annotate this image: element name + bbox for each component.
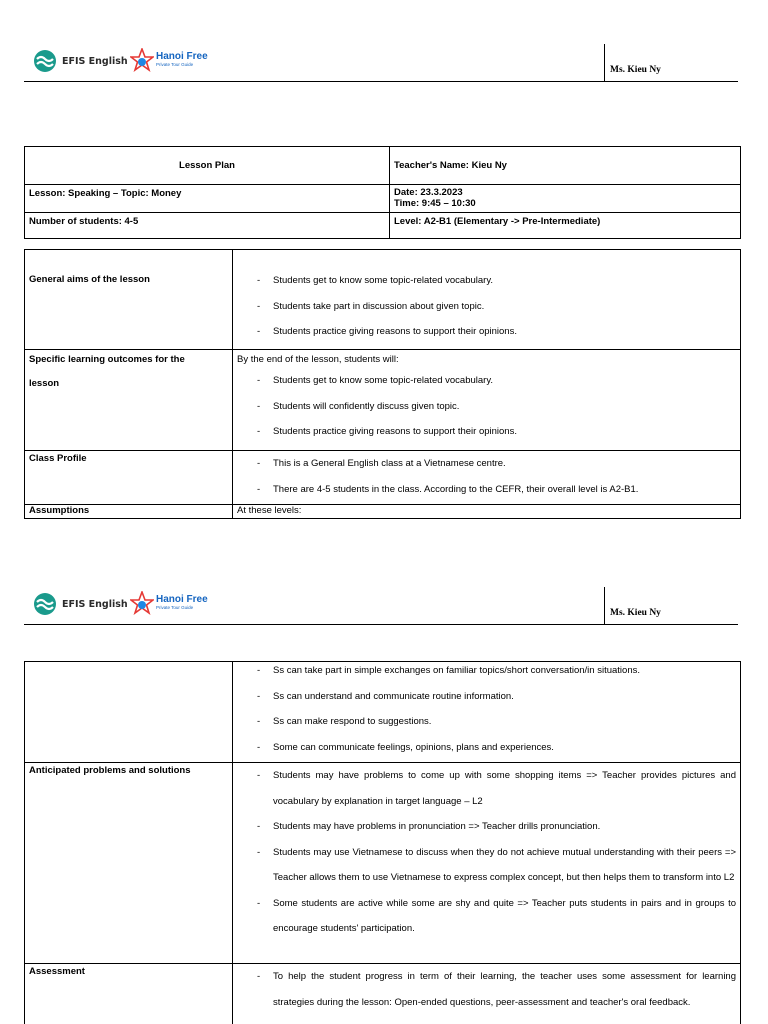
assumptions-cont-cell <box>233 662 741 763</box>
students-count-cell <box>25 213 390 239</box>
assessment-label: Assessment <box>29 966 85 977</box>
efis-logo <box>34 50 128 72</box>
students-count: Number of students: 4-5 <box>29 216 139 227</box>
assumptions-label-cell <box>25 505 233 519</box>
assumptions-intro: At these levels: <box>237 505 302 516</box>
class-profile-label: Class Profile <box>29 453 87 464</box>
lesson-plan-table-page1 <box>24 249 741 519</box>
efis-logo-text: EFIS English <box>62 598 128 610</box>
specific-outcomes-label-line2: lesson <box>29 378 60 389</box>
lesson-plan-title-cell <box>25 147 390 185</box>
general-aims-label-cell <box>25 250 233 350</box>
page-header <box>24 44 738 82</box>
star-icon <box>130 48 154 72</box>
level-cell <box>390 213 741 239</box>
list-item: - Students take part in discussion about given topic. <box>237 294 736 320</box>
list-item: - There are 4-5 students in the class. According to the CEFR, their overall level is A2-B1. <box>237 477 736 503</box>
hanoi-logo-sub: Private Tour Guide <box>156 605 194 611</box>
problems-label-cell <box>25 763 233 964</box>
efis-logo <box>34 593 128 615</box>
lesson-plan-table-page2 <box>24 661 741 1024</box>
list-item: - Students practice giving reasons to support their opinions. <box>237 419 736 445</box>
class-profile-cell <box>233 451 741 505</box>
teacher-name-cell <box>390 147 741 185</box>
lesson-topic: Lesson: Speaking – Topic: Money <box>29 188 182 199</box>
class-profile-label-cell <box>25 451 233 505</box>
list-item: - Students may have problems in pronunciation => Teacher drills pronunciation. <box>237 814 736 840</box>
teacher-name: Teacher's Name: Kieu Ny <box>394 160 507 171</box>
lesson-plan-title: Lesson Plan <box>179 160 235 171</box>
list-item: - Ss can take part in simple exchanges on familiar topics/short conversation/in situations. <box>237 658 736 684</box>
assumptions-cell <box>233 505 741 519</box>
assumptions-label: Assumptions <box>29 505 90 516</box>
assumptions-cont-label-cell <box>25 662 233 763</box>
general-aims-cell <box>233 250 741 350</box>
date-time-cell <box>390 185 741 213</box>
problems-label: Anticipated problems and solutions <box>29 765 191 776</box>
list-item: - Students get to know some topic-related vocabulary. <box>237 368 736 394</box>
list-item: - Students get to know some topic-related vocabulary. <box>237 268 736 294</box>
list-item: - Some can communicate feelings, opinions, plans and experiences. <box>237 735 736 761</box>
problems-cell <box>233 763 741 964</box>
hanoi-free-logo <box>130 591 208 615</box>
hanoi-logo-sub: Private Tour Guide <box>156 62 194 68</box>
lesson-level: Level: A2-B1 (Elementary -> Pre-Intermediate) <box>394 216 601 227</box>
specific-outcomes-label-line1 <box>29 352 228 368</box>
hanoi-logo-main: Hanoi Free <box>156 594 208 606</box>
list-item: - Ss can understand and communicate routine information. <box>237 684 736 710</box>
specific-outcomes-intro: By the end of the lesson, students will: <box>237 354 399 365</box>
hanoi-free-logo <box>130 48 208 72</box>
specific-outcomes-label-cell <box>25 350 233 451</box>
list-item: - Students may have problems to come up with some shopping items => Teacher provides pictures and vocabulary by explanation in target language – L2 <box>237 763 736 814</box>
list-item: - Students practice giving reasons to support their opinions. <box>237 319 736 345</box>
general-aims-label: General aims of the lesson <box>29 274 150 285</box>
header-teacher: Ms. Kieu Ny <box>610 608 661 618</box>
specific-outcomes-cell <box>233 350 741 451</box>
efis-logo-icon <box>34 593 56 615</box>
header-divider <box>604 44 605 82</box>
header-divider <box>604 587 605 625</box>
list-item: - To help the student progress in term of their learning, the teacher uses some assessment for learning strategies during the lesson: Open-ended questions, peer-assessment and teacher's oral feedback. <box>237 964 736 1015</box>
hanoi-logo-main: Hanoi Free <box>156 51 208 63</box>
lesson-info-table <box>24 146 741 239</box>
list-item: - Students may use Vietnamese to discuss when they do not achieve mutual understanding with their peers => Teacher allows them to use Vietnamese to express complex concept, but then helps them to transform into L2 <box>237 840 736 891</box>
header-teacher: Ms. Kieu Ny <box>610 65 661 75</box>
list-item: - Ss can make respond to suggestions. <box>237 709 736 735</box>
lesson-date: Date: 23.3.2023 <box>394 187 463 198</box>
efis-logo-text: EFIS English <box>62 55 128 67</box>
specific-label-line1: Specific learning outcomes for the <box>29 354 185 365</box>
lesson-topic-cell <box>25 185 390 213</box>
page-header <box>24 587 738 625</box>
assessment-label-cell <box>25 964 233 1024</box>
list-item: - Some students are active while some are shy and quite => Teacher puts students in pairs and in groups to encourage students' participation. <box>237 891 736 942</box>
list-item: - This is a General English class at a Vietnamese centre. <box>237 451 736 477</box>
star-icon <box>130 591 154 615</box>
list-item: - Students will confidently discuss given topic. <box>237 394 736 420</box>
lesson-time: Time: 9:45 – 10:30 <box>394 198 476 209</box>
assessment-cell <box>233 964 741 1024</box>
efis-logo-icon <box>34 50 56 72</box>
